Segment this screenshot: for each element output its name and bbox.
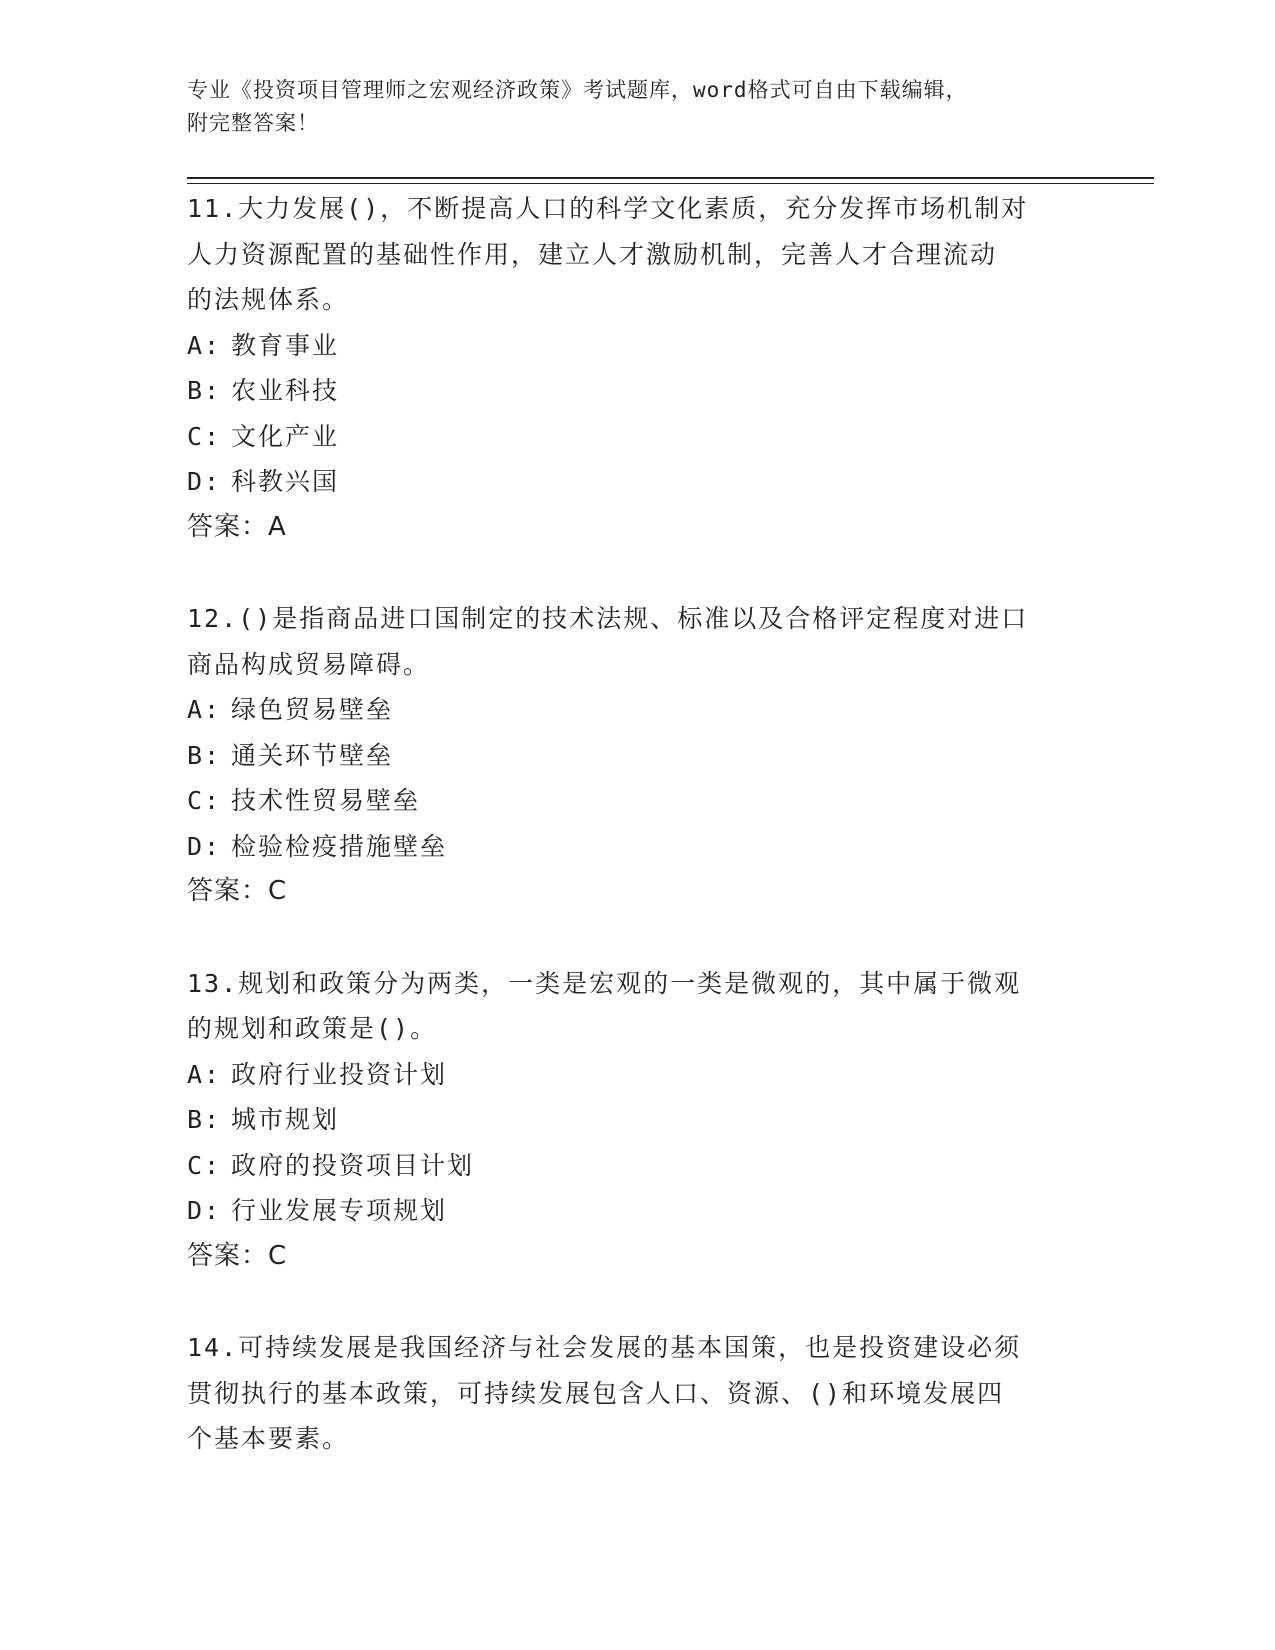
option-b [187,733,1087,779]
option-a [187,1052,1087,1098]
question-stem-line: 11.大力发展()，不断提高人口的科学文化素质，充分发挥市场机制对 [187,194,1029,223]
header-divider-thin [187,183,1154,184]
header-line-2: 附完整答案！ [187,111,319,135]
question-13 [187,961,1087,1280]
option-text: 绿色贸易壁垒 [231,695,394,724]
option-b [187,1097,1087,1143]
question-stem-line: 贯彻执行的基本政策，可持续发展包含人口、资源、()和环境发展四 [187,1378,1005,1408]
option-letter: A: [187,1059,222,1089]
option-letter: C: [187,421,222,451]
option-text: 检验检疫措施壁垒 [231,831,448,861]
option-text: 通关环节壁垒 [231,740,394,770]
option-text: 文化产业 [231,421,340,451]
answer-line: 答案：A [187,511,287,542]
option-text: 政府的投资项目计划 [231,1150,475,1180]
option-c [187,414,1087,460]
answer-line: 答案：C [187,1240,288,1271]
option-letter: D: [187,467,222,496]
option-letter: D: [187,831,222,861]
question-stem-line: 12.()是指商品进口国制定的技术法规、标准以及合格评定程度对进口 [187,604,1029,633]
option-a [187,323,1087,369]
question-stem-line: 13.规划和政策分为两类，一类是宏观的一类是微观的，其中属于微观 [187,968,1022,998]
answer-line: 答案：C [187,876,288,906]
header-divider-thick [187,177,1154,179]
question-12 [187,596,1087,915]
option-c [187,778,1087,824]
question-stem-line: 的规划和政策是()。 [187,1014,438,1043]
question-stem-line: 人力资源配置的基础性作用，建立人才激励机制，完善人才合理流动 [187,239,998,269]
option-b [187,368,1087,414]
document-header [187,74,1087,140]
question-14 [187,1325,1087,1462]
question-11 [187,186,1087,550]
question-stem-line: 14.可持续发展是我国经济与社会发展的基本国策，也是投资建设必须 [187,1333,1022,1362]
option-letter: B: [187,740,222,770]
option-text: 农业科技 [231,376,340,405]
question-stem-line: 的法规体系。 [187,285,350,314]
option-text: 科教兴国 [231,467,340,496]
option-d [187,1188,1087,1234]
option-letter: D: [187,1196,222,1225]
option-text: 教育事业 [231,330,340,360]
question-stem-line: 商品构成贸易障碍。 [187,649,431,679]
option-text: 城市规划 [231,1105,340,1134]
option-letter: A: [187,695,222,724]
option-letter: B: [187,1105,222,1134]
option-letter: C: [187,786,222,815]
option-text: 政府行业投资计划 [231,1059,448,1089]
question-list [187,186,1087,1508]
question-stem-line: 个基本要素。 [187,1424,350,1453]
option-text: 技术性贸易壁垒 [231,786,421,815]
option-text: 行业发展专项规划 [231,1196,448,1225]
option-a [187,687,1087,733]
header-line-1: 专业《投资项目管理师之宏观经济政策》考试题库，word格式可自由下载编辑， [187,78,968,102]
option-d [187,459,1087,505]
option-letter: C: [187,1150,222,1180]
option-letter: B: [187,376,222,405]
option-letter: A: [187,330,222,360]
option-c [187,1143,1087,1189]
option-d [187,824,1087,870]
